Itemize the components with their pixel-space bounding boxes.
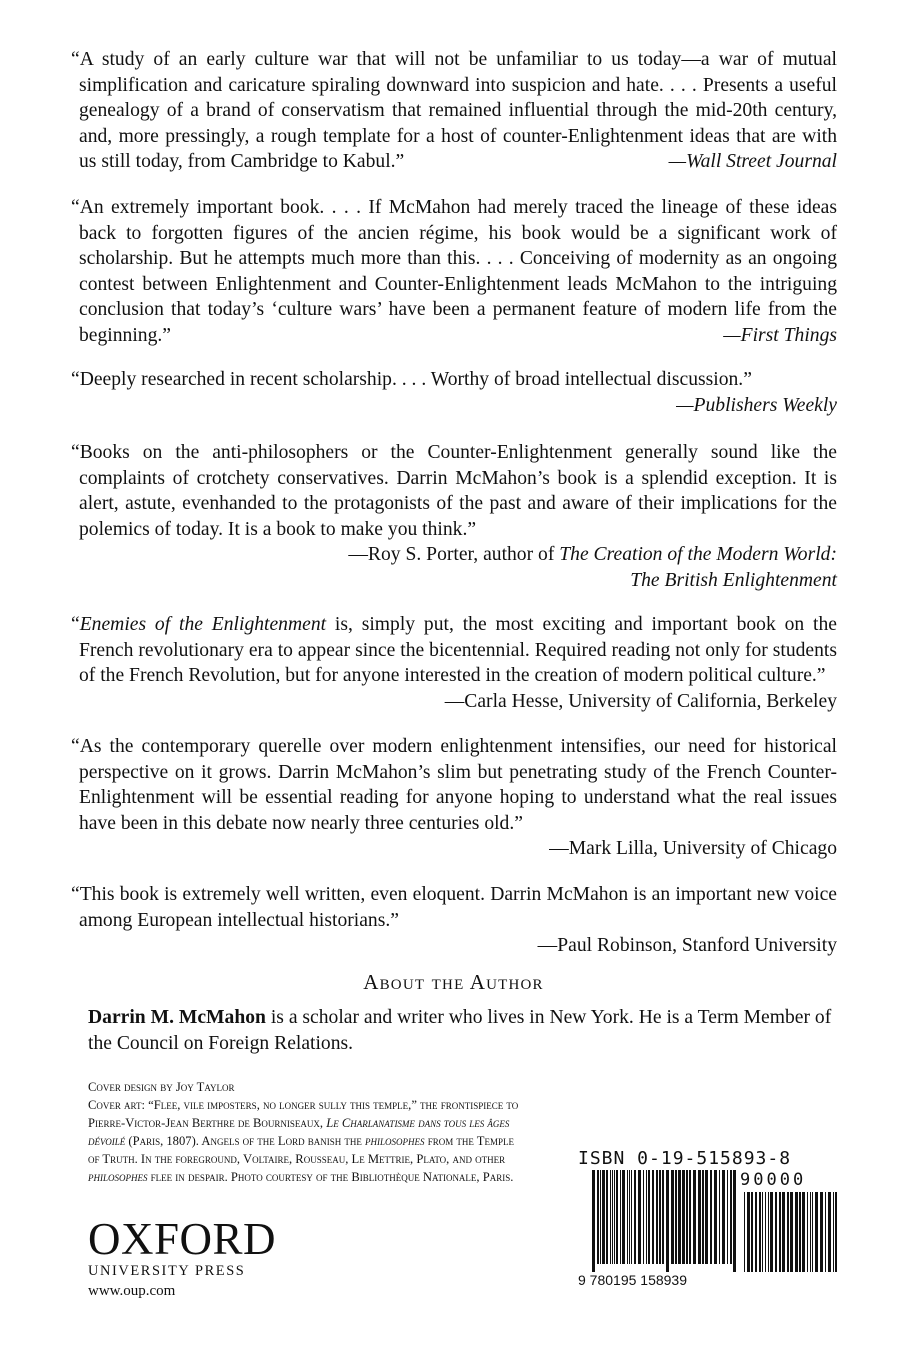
publisher-url: www.oup.com xyxy=(88,1283,176,1299)
barcode-bar xyxy=(671,1170,674,1264)
barcode-bar xyxy=(693,1170,696,1264)
addon-bar xyxy=(835,1192,837,1272)
review-first-things xyxy=(71,195,837,349)
barcode-bar xyxy=(606,1170,608,1264)
barcode-bar xyxy=(659,1170,661,1264)
barcode-bar xyxy=(629,1170,630,1264)
author-bio: Darrin M. McMahon is a scholar and writer who lives in New York. He is a Term Member of the Council on Foreign Relations. xyxy=(88,1007,832,1054)
addon-bar xyxy=(820,1192,823,1272)
barcode-bar xyxy=(722,1170,725,1264)
barcode-bar xyxy=(678,1170,681,1264)
barcode-bar xyxy=(620,1170,621,1264)
review-attribution: —Carla Hesse, University of California, Berkeley xyxy=(444,690,837,712)
addon-bar xyxy=(755,1192,757,1272)
ean-digits: 9 780195 158939 xyxy=(578,1272,687,1288)
addon-bar xyxy=(812,1192,813,1272)
barcode-bar xyxy=(648,1170,650,1264)
barcode-bar xyxy=(600,1170,601,1264)
barcode-bar xyxy=(643,1170,644,1264)
review-carla-hesse xyxy=(71,612,837,714)
addon-bar xyxy=(762,1192,763,1272)
addon-bar xyxy=(768,1192,769,1272)
review-attribution: —Roy S. Porter, author of The Creation of the Modern World: xyxy=(348,544,837,566)
barcode-bar xyxy=(719,1170,720,1264)
addon-bar xyxy=(833,1192,834,1272)
barcode-bar xyxy=(638,1170,641,1264)
barcode-bar xyxy=(622,1170,625,1264)
barcode-bar xyxy=(727,1170,728,1264)
review-source: —Publishers Weekly xyxy=(676,394,837,416)
review-text: “An extremely important book. . . . If McMahon had merely traced the lineage of these ideas back to forgotten figures of the ancien régime, his book would be a significant work of scholarship. But he attempts much more than this. . . . Conceiving of modernity as an ongoing contest between Enlightenment and Counter-Enlightenment leads McMahon to the intriguing conclusion that today’s ‘culture wars’ have been a permanent feature of modern life from the beginning.” xyxy=(71,197,837,346)
review-text: “This book is extremely well written, even eloquent. Darrin McMahon is an important new voice among European intellectual historians.” xyxy=(71,884,837,931)
addon-bar xyxy=(759,1192,761,1272)
review-attribution: —Paul Robinson, Stanford University xyxy=(537,935,837,957)
barcode-bar xyxy=(714,1170,717,1264)
barcode-bar xyxy=(610,1170,611,1264)
addon-bar xyxy=(770,1192,773,1272)
addon-bar xyxy=(802,1192,805,1272)
barcode-bar xyxy=(634,1170,636,1264)
addon-bar xyxy=(795,1192,798,1272)
review-source: —Wall Street Journal xyxy=(668,151,837,173)
addon-bar xyxy=(790,1192,793,1272)
barcode-bar xyxy=(710,1170,712,1264)
barcode-bar xyxy=(730,1170,732,1264)
review-text: “Books on the anti-philosophers or the Counter-Enlightenment generally sound like the complaints of crotchety conservatives. Darrin McMahon’s book is a splendid exception. It is alert, astute, evenhanded to the protagonists of the past and aware of their implications for the polemics of today. It is a book to make you think.” xyxy=(71,442,837,540)
cover-credits xyxy=(88,1078,528,1186)
addon-bar xyxy=(828,1192,831,1272)
barcode-bar xyxy=(612,1170,613,1264)
addon-bar xyxy=(807,1192,808,1272)
barcode-bar xyxy=(689,1170,691,1264)
review-attribution-title: The British Enlightenment xyxy=(630,569,837,591)
barcode-bar xyxy=(631,1170,632,1264)
barcode-bar xyxy=(656,1170,658,1264)
barcode-bar xyxy=(646,1170,647,1264)
barcode-bar xyxy=(698,1170,701,1264)
barcode-bar xyxy=(682,1170,685,1264)
review-text: “As the contemporary querelle over modern enlightenment intensifies, our need for historical perspective on it grows. Darrin McMahon’s slim but penetrating study of the French Counter-Enlightenment will be essential reading for anyone hoping to understand what the real issues have been in this debate now nearly three centuries old.” xyxy=(71,736,837,834)
oxford-logo xyxy=(88,1214,277,1280)
cover-art-credit: Cover art: “Flee, vile imposters, no longer sully this temple,” the frontispiece to Pierre-Victor-Jean Berthre de Bourniseaux, Le Charlanatisme dans tous les âges dévoilé (Paris, 1807). Angels of the Lord banish the philosophes from the Temple of Truth. In the foreground, Voltaire, Rousseau, Le Mettrie, Plato, and other philosophes flee in despair. Photo courtesy of the Bibliothèque Nationale, Paris. xyxy=(88,1098,519,1184)
barcode-bar xyxy=(614,1170,615,1264)
addon-bar xyxy=(782,1192,785,1272)
oxford-logo-wordmark: OXFORD xyxy=(88,1214,277,1264)
barcode-bar xyxy=(616,1170,618,1264)
barcode-bar xyxy=(733,1170,736,1272)
addon-bar xyxy=(779,1192,781,1272)
review-publishers-weekly xyxy=(71,367,837,418)
barcode-bar xyxy=(686,1170,688,1264)
review-attribution: —Mark Lilla, University of Chicago xyxy=(549,838,837,860)
oxford-logo-subtitle: UNIVERSITY PRESS xyxy=(88,1263,246,1279)
addon-bar xyxy=(751,1192,753,1272)
barcode-bar xyxy=(705,1170,708,1264)
review-source: —First Things xyxy=(723,324,837,346)
addon-bar xyxy=(810,1192,811,1272)
addon-bar xyxy=(799,1192,801,1272)
barcode-bar xyxy=(602,1170,605,1264)
addon-bar xyxy=(775,1192,777,1272)
addon-bar xyxy=(747,1192,750,1272)
barcode-bar xyxy=(627,1170,628,1264)
addon-bar xyxy=(787,1192,789,1272)
addon-bar xyxy=(765,1192,766,1272)
barcode-bar xyxy=(597,1170,599,1264)
addon-bar xyxy=(815,1192,818,1272)
barcode-bar xyxy=(675,1170,677,1264)
review-text: “Deeply researched in recent scholarship. . . . Worthy of broad intellectual discussion.” xyxy=(71,369,752,390)
review-paul-robinson xyxy=(71,882,837,959)
barcode-bar xyxy=(666,1170,669,1272)
barcode-bar xyxy=(662,1170,664,1264)
barcode xyxy=(578,1148,838,1298)
isbn-text: ISBN 0-19-515893-8 xyxy=(578,1148,792,1169)
addon-digits: 90000 xyxy=(740,1170,807,1190)
barcode-bar xyxy=(652,1170,654,1264)
review-mark-lilla xyxy=(71,734,837,862)
barcode-bar xyxy=(702,1170,704,1264)
review-text: “A study of an early culture war that will not be unfamiliar to us today—a war of mutual simplification and caricature spiraling downward into suspicion and hate. . . . Presents a useful genealogy of a brand of conservatism that remained influential through the mid-20th century, and, more pressingly, a rough template for a host of counter-Enlightenment ideas that are with us still today, from Cambridge to Kabul.” xyxy=(71,49,837,173)
review-text: “Enemies of the Enlightenment is, simply put, the most exciting and important book on the French revolutionary era to appear since the bicentennial. Required reading not only for students of the French Revolution, but for anyone interested in the creation of modern political culture.” xyxy=(71,614,837,687)
author-name: Darrin M. McMahon xyxy=(88,1007,266,1028)
barcode-bar xyxy=(592,1170,595,1272)
review-roy-porter xyxy=(71,440,837,594)
addon-bar xyxy=(825,1192,826,1272)
review-wall-street-journal xyxy=(71,47,837,175)
cover-design-credit: Cover design by Joy Taylor xyxy=(88,1080,235,1094)
addon-bar xyxy=(744,1192,745,1272)
about-author-heading: About the Author xyxy=(363,970,544,994)
